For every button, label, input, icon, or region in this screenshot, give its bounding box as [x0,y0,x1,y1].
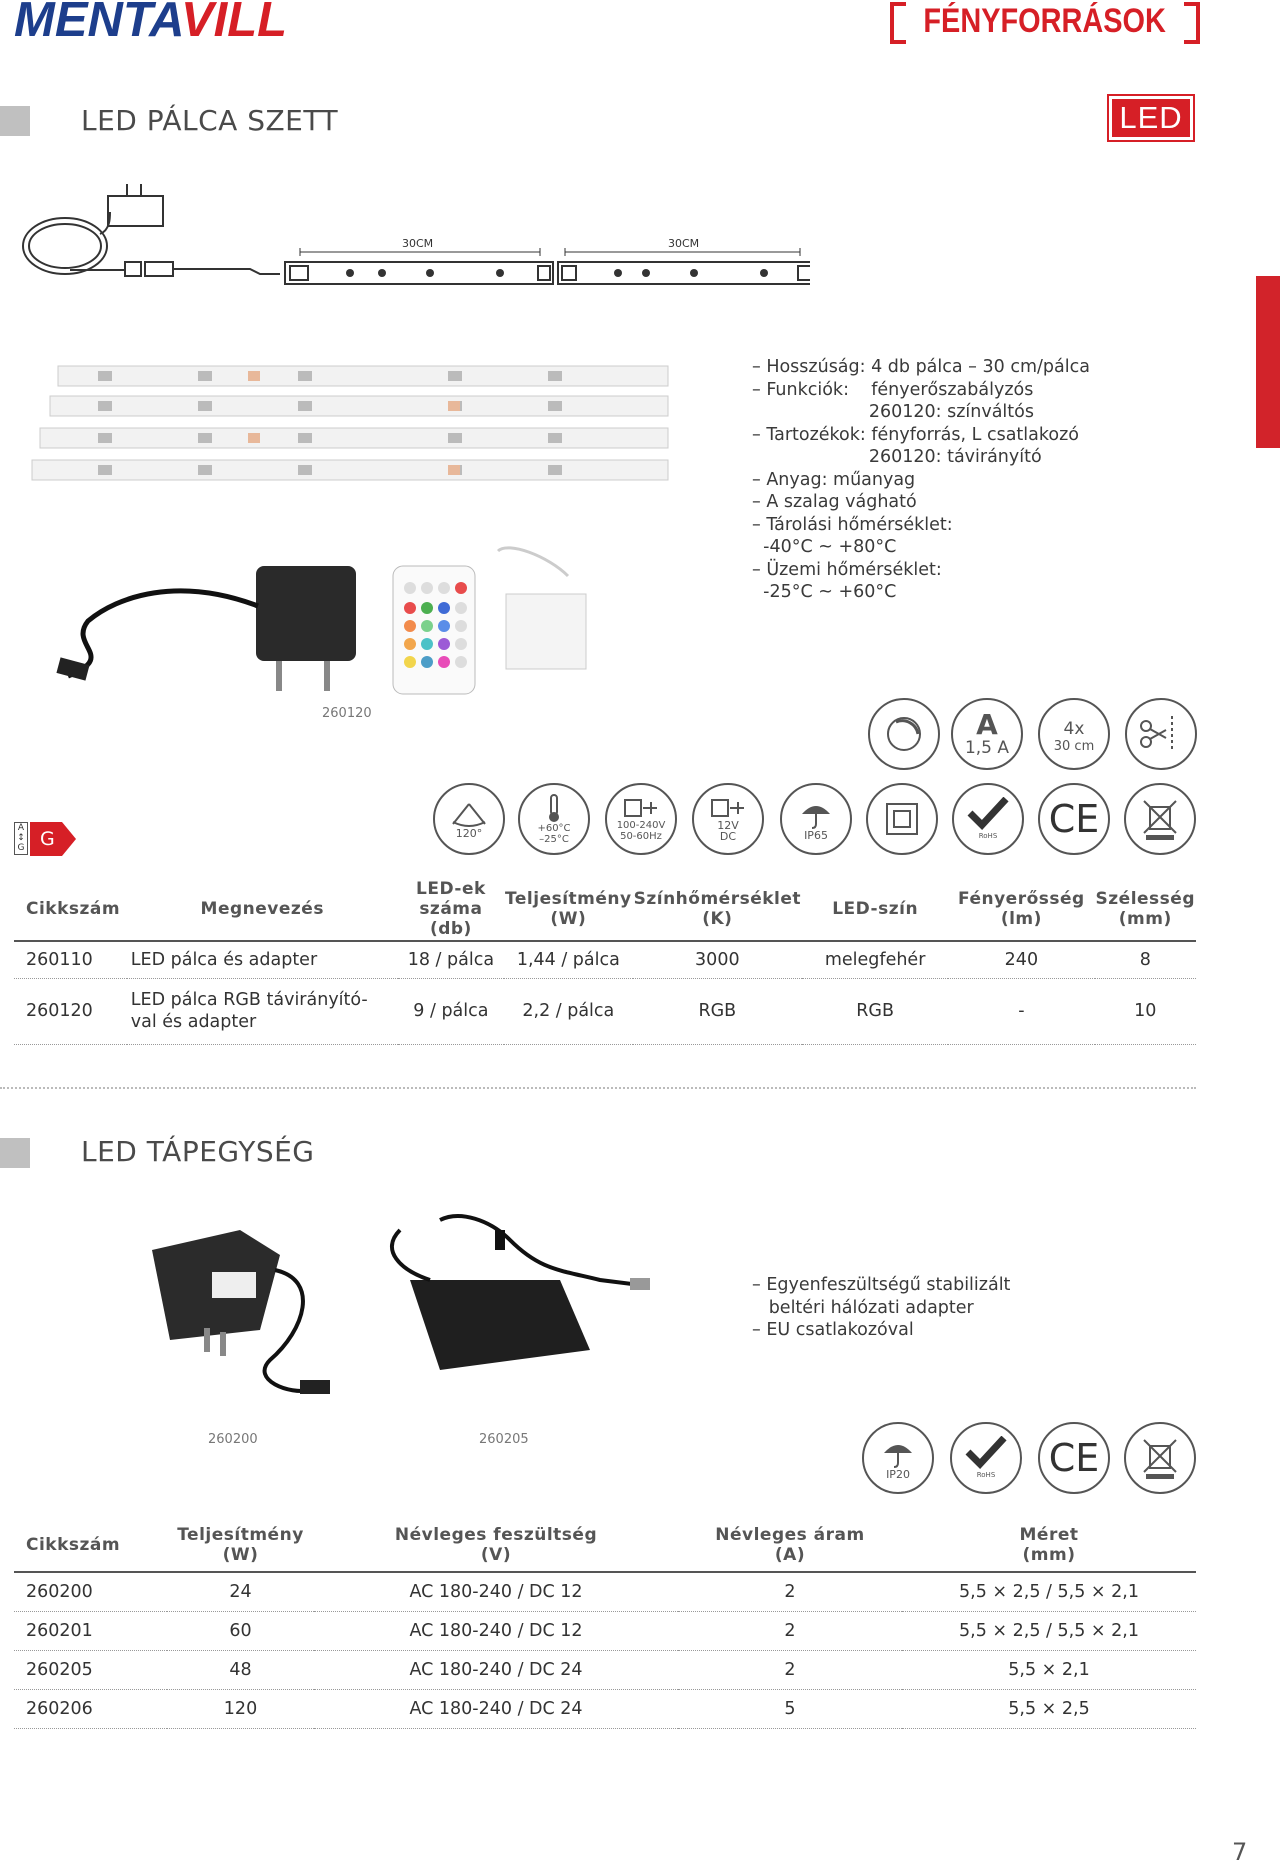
product-code-label-1: 260200 [208,1432,258,1447]
ce-icon [1038,783,1110,855]
table-cell: 8 [1095,941,1196,978]
ip-rating-icon [780,783,852,855]
table-cell: 24 [167,1572,314,1611]
energy-scale-top: A [17,823,25,833]
table-cell: 260200 [14,1572,167,1611]
table-cell: AC 180-240 / DC 12 [314,1572,678,1611]
bracket-left [890,2,906,44]
ce-mark: CE [1048,797,1100,841]
table-cell: 1,44 / pálca [504,941,633,978]
table-cell: 5,5 × 2,5 [902,1689,1196,1728]
current-icon-value: 1,5 A [964,738,1010,758]
brand-logo-part1: MENTA [14,0,181,47]
bracket-right [1184,2,1200,44]
diagram-length-label-1: 30CM [402,237,434,250]
description-line: – Üzemi hőmérséklet: [752,559,942,580]
col-header: Cikkszám [14,1518,167,1572]
description-line: – Egyenfeszültségű stabilizált [752,1275,1011,1295]
description-line: – Hosszúság: 4 db pálca – 30 cm/pálca [752,357,1090,377]
description-line: – A szalag vágható [752,492,917,512]
beam-angle-icon [433,783,505,855]
section-marker-square [0,1138,30,1168]
energy-scale-arrow: ↕ [17,833,25,843]
table-cell: 5,5 × 2,5 / 5,5 × 2,1 [902,1611,1196,1650]
table-cell: 9 / pálca [398,978,504,1044]
product-photo-led-sticks [28,356,678,696]
product-diagram [10,182,810,292]
col-header: LED-ek száma (db) [398,878,504,941]
rohs-label: RoHS [976,1470,996,1479]
cuttable-icon [1125,698,1197,770]
table-cell: 10 [1095,978,1196,1044]
table-cell: AC 180-240 / DC 12 [314,1611,678,1650]
ip-rating-value: IP65 [804,828,828,842]
table-cell: 2 [678,1650,902,1689]
output-voltage-icon [692,783,764,855]
length-icon-value: 30 cm [1053,739,1095,754]
table-row [14,1611,1196,1650]
product-photo-power-supplies [140,1210,660,1430]
table-cell: LED pálca és adapter [127,941,398,978]
table-row [14,978,1196,1044]
table-row [14,941,1196,978]
table-cell: 260110 [14,941,127,978]
ce-icon [1038,1422,1110,1494]
description-line: beltéri hálózati adapter [752,1297,974,1318]
col-header: Névleges áram (A) [678,1518,902,1572]
table-cell: 5,5 × 2,5 / 5,5 × 2,1 [902,1572,1196,1611]
table-row [14,1572,1196,1611]
table-cell: 260201 [14,1611,167,1650]
table-cell: melegfehér [802,941,948,978]
col-header: Teljesítmény (W) [167,1518,314,1572]
description-line: – Tárolási hőmérséklet: [752,514,953,535]
table-cell: 18 / pálca [398,941,504,978]
table-cell: - [948,978,1094,1044]
ip-rating-icon [862,1422,934,1494]
section-marker-square [0,106,30,136]
brand-logo [14,0,287,45]
input-voltage-value: 100-240V 50-60Hz [616,820,666,842]
table-row [14,1689,1196,1728]
section-divider [0,1087,1196,1089]
beam-angle-value: 120° [455,826,483,840]
table-cell: 240 [948,941,1094,978]
table-cell: 60 [167,1611,314,1650]
table-header-row [14,1518,1196,1572]
output-voltage-value: 12V DC [717,819,739,843]
table-cell: AC 180-240 / DC 24 [314,1650,678,1689]
temperature-icon [518,783,590,855]
description-line: -40°C ~ +80°C [752,537,897,557]
col-header: Fényerősség (lm) [948,878,1094,941]
category-heading [890,0,1200,42]
description-line: – Anyag: műanyag [752,469,916,490]
section1-title: LED PÁLCA SZETT [81,104,339,137]
col-header: Megnevezés [127,878,398,941]
product-code-label: 260120 [322,706,372,721]
weee-icon [1124,783,1196,855]
table-cell: RGB [633,978,802,1044]
led-badge-label: LED [1112,99,1190,137]
table-cell: 2 [678,1572,902,1611]
table-cell: 260120 [14,978,127,1044]
energy-class-badge [30,822,76,855]
col-header: Teljesítmény (W) [504,878,633,941]
section2-title: LED TÁPEGYSÉG [81,1135,315,1168]
length-icon [1038,698,1110,770]
product-code-label-2: 260205 [479,1432,529,1447]
energy-scale-bottom: G [17,843,25,853]
rohs-label: RoHS [978,831,998,840]
col-header: Cikkszám [14,878,127,941]
section1-spec-table [14,878,1196,1045]
rohs-icon [952,783,1024,855]
page-number: 7 [1232,1838,1248,1866]
description-line: – Funkciók: fényerőszabályzós [752,379,1034,400]
table-cell: 5,5 × 2,1 [902,1650,1196,1689]
table-cell: LED pálca RGB távirányító- val és adapter [127,978,398,1044]
col-header: Névleges feszültség (V) [314,1518,678,1572]
energy-scale [14,822,28,855]
table-cell: AC 180-240 / DC 24 [314,1689,678,1728]
table-row [14,1650,1196,1689]
weee-icon [1124,1422,1196,1494]
col-header: Színhőmérséklet (K) [633,878,802,941]
section-tab-marker [1256,276,1280,448]
ip-rating-value: IP20 [886,1467,910,1481]
length-icon-count: 4x [1063,719,1085,739]
col-header: LED-szín [802,878,948,941]
current-icon [951,698,1023,770]
description-line: 260120: színváltós [752,402,1034,422]
table-cell: 260205 [14,1650,167,1689]
section2-spec-table [14,1518,1196,1729]
current-icon-symbol: A [976,708,998,741]
table-cell: 2,2 / pálca [504,978,633,1044]
category-title: FÉNYFORRÁSOK [923,1,1167,40]
double-insulation-icon [866,783,938,855]
description-line: -25°C ~ +60°C [752,582,897,602]
description-line: – EU csatlakozóval [752,1320,914,1340]
section2-description [752,1274,1010,1342]
input-voltage-icon [605,783,677,855]
dimmer-icon [868,698,940,770]
description-line: 260120: távirányító [752,447,1042,467]
energy-class-letter: G [40,828,55,850]
section1-description [752,356,1090,604]
table-cell: 5 [678,1689,902,1728]
led-badge [1107,94,1195,142]
table-cell: RGB [802,978,948,1044]
col-header: Szélesség (mm) [1095,878,1196,941]
table-header-row [14,878,1196,941]
col-header: Méret (mm) [902,1518,1196,1572]
rohs-icon [950,1422,1022,1494]
table-cell: 2 [678,1611,902,1650]
description-line: – Tartozékok: fényforrás, L csatlakozó [752,424,1079,445]
table-cell: 260206 [14,1689,167,1728]
temperature-value: +60°C –25°C [537,823,571,845]
table-cell: 48 [167,1650,314,1689]
ce-mark: CE [1048,1436,1100,1480]
table-cell: 3000 [633,941,802,978]
diagram-length-label-2: 30CM [668,237,700,250]
table-cell: 120 [167,1689,314,1728]
brand-logo-part2: VILL [180,0,288,47]
